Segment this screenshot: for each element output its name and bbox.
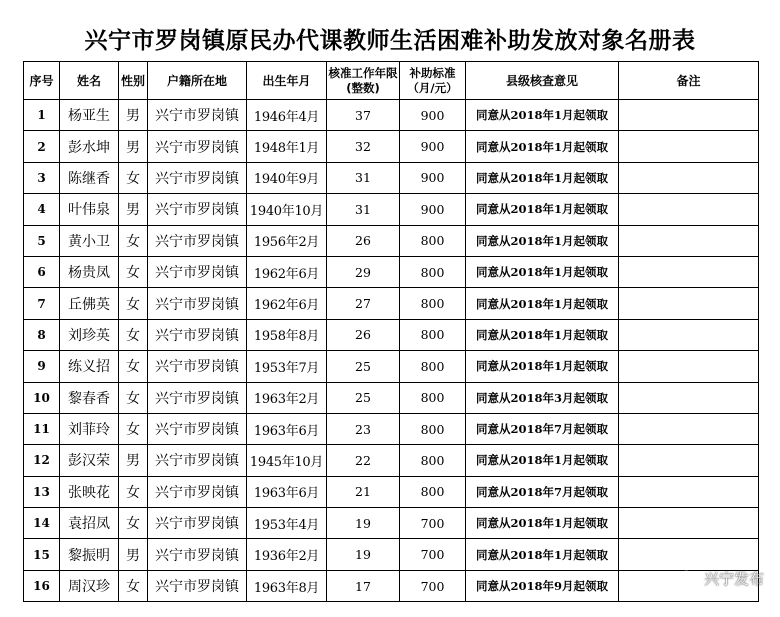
table-row — [24, 256, 759, 287]
cell-remark — [619, 131, 759, 162]
cell-place: 兴宁市罗岗镇 — [148, 225, 247, 256]
cell-years: 19 — [327, 508, 400, 539]
cell-remark — [619, 319, 759, 350]
watermark-text: 兴宁发布 — [703, 570, 764, 588]
table-row — [24, 100, 759, 131]
header-gender: 性别 — [119, 62, 148, 100]
cell-name: 张映花 — [60, 476, 119, 507]
cell-gender: 男 — [119, 445, 148, 476]
header-birth: 出生年月 — [247, 62, 327, 100]
table-row — [24, 508, 759, 539]
header-years: 核准工作年限(整数) — [327, 62, 400, 100]
cell-amount: 800 — [400, 288, 466, 319]
cell-name: 陈继香 — [60, 162, 119, 193]
header-amount: 补助标准（月/元） — [400, 62, 466, 100]
cell-amount: 800 — [400, 413, 466, 444]
cell-amount: 700 — [400, 508, 466, 539]
cell-years: 26 — [327, 319, 400, 350]
table-row — [24, 162, 759, 193]
cell-no: 12 — [24, 445, 60, 476]
cell-opinion: 同意从2018年7月起领取 — [466, 413, 619, 444]
cell-birth: 1940年10月 — [247, 194, 327, 225]
cell-no: 5 — [24, 225, 60, 256]
cell-place: 兴宁市罗岗镇 — [148, 319, 247, 350]
cell-birth: 1953年4月 — [247, 508, 327, 539]
cell-no: 11 — [24, 413, 60, 444]
cell-name: 袁招凤 — [60, 508, 119, 539]
cell-name: 彭水坤 — [60, 131, 119, 162]
cell-no: 3 — [24, 162, 60, 193]
cell-opinion: 同意从2018年3月起领取 — [466, 382, 619, 413]
cell-years: 32 — [327, 131, 400, 162]
cell-opinion: 同意从2018年1月起领取 — [466, 131, 619, 162]
cell-no: 9 — [24, 351, 60, 382]
cell-name: 刘珍英 — [60, 319, 119, 350]
cell-years: 23 — [327, 413, 400, 444]
table-row — [24, 476, 759, 507]
cell-birth: 1958年8月 — [247, 319, 327, 350]
cell-name: 黎春香 — [60, 382, 119, 413]
cell-name: 杨亚生 — [60, 100, 119, 131]
cell-place: 兴宁市罗岗镇 — [148, 476, 247, 507]
cell-remark — [619, 225, 759, 256]
cell-place: 兴宁市罗岗镇 — [148, 131, 247, 162]
table-row — [24, 225, 759, 256]
cell-place: 兴宁市罗岗镇 — [148, 100, 247, 131]
cell-amount: 900 — [400, 131, 466, 162]
table-row — [24, 319, 759, 350]
cell-amount: 800 — [400, 476, 466, 507]
cell-remark — [619, 508, 759, 539]
cell-place: 兴宁市罗岗镇 — [148, 162, 247, 193]
cell-remark — [619, 445, 759, 476]
cell-no: 13 — [24, 476, 60, 507]
cell-gender: 男 — [119, 131, 148, 162]
cell-opinion: 同意从2018年7月起领取 — [466, 476, 619, 507]
watermark — [678, 568, 764, 589]
cell-name: 刘菲玲 — [60, 413, 119, 444]
header-remark: 备注 — [619, 62, 759, 100]
cell-years: 25 — [327, 351, 400, 382]
cell-birth: 1936年2月 — [247, 539, 327, 570]
cell-remark — [619, 256, 759, 287]
cell-place: 兴宁市罗岗镇 — [148, 570, 247, 601]
cell-remark — [619, 162, 759, 193]
cell-no: 14 — [24, 508, 60, 539]
cell-amount: 700 — [400, 570, 466, 601]
cell-name: 练义招 — [60, 351, 119, 382]
cell-amount: 900 — [400, 194, 466, 225]
table-row — [24, 539, 759, 570]
cell-no: 15 — [24, 539, 60, 570]
cell-opinion: 同意从2018年9月起领取 — [466, 570, 619, 601]
cell-place: 兴宁市罗岗镇 — [148, 413, 247, 444]
cell-gender: 男 — [119, 100, 148, 131]
cell-place: 兴宁市罗岗镇 — [148, 351, 247, 382]
table-header — [24, 62, 759, 100]
cell-years: 22 — [327, 445, 400, 476]
cell-amount: 800 — [400, 319, 466, 350]
cell-gender: 女 — [119, 319, 148, 350]
table-body — [24, 100, 759, 602]
cell-remark — [619, 476, 759, 507]
table-row — [24, 570, 759, 601]
cell-years: 17 — [327, 570, 400, 601]
cell-years: 27 — [327, 288, 400, 319]
cell-name: 黎振明 — [60, 539, 119, 570]
cell-no: 16 — [24, 570, 60, 601]
cell-place: 兴宁市罗岗镇 — [148, 539, 247, 570]
cell-place: 兴宁市罗岗镇 — [148, 382, 247, 413]
cell-gender: 女 — [119, 225, 148, 256]
cell-gender: 女 — [119, 256, 148, 287]
cell-name: 周汉珍 — [60, 570, 119, 601]
cell-remark — [619, 194, 759, 225]
cell-remark — [619, 100, 759, 131]
cell-gender: 女 — [119, 288, 148, 319]
cell-years: 21 — [327, 476, 400, 507]
cell-gender: 男 — [119, 194, 148, 225]
table-row — [24, 288, 759, 319]
cell-remark — [619, 351, 759, 382]
cell-place: 兴宁市罗岗镇 — [148, 288, 247, 319]
cell-place: 兴宁市罗岗镇 — [148, 194, 247, 225]
cell-birth: 1945年10月 — [247, 445, 327, 476]
cell-amount: 800 — [400, 256, 466, 287]
cell-amount: 900 — [400, 162, 466, 193]
cell-opinion: 同意从2018年1月起领取 — [466, 194, 619, 225]
table-row — [24, 194, 759, 225]
cell-place: 兴宁市罗岗镇 — [148, 508, 247, 539]
cell-gender: 女 — [119, 508, 148, 539]
cell-years: 31 — [327, 194, 400, 225]
cell-opinion: 同意从2018年1月起领取 — [466, 319, 619, 350]
cell-birth: 1953年7月 — [247, 351, 327, 382]
cell-opinion: 同意从2018年1月起领取 — [466, 162, 619, 193]
table-row — [24, 351, 759, 382]
cell-no: 1 — [24, 100, 60, 131]
roster-table — [23, 61, 759, 602]
cell-no: 4 — [24, 194, 60, 225]
cell-opinion: 同意从2018年1月起领取 — [466, 288, 619, 319]
cell-birth: 1956年2月 — [247, 225, 327, 256]
cell-opinion: 同意从2018年1月起领取 — [466, 225, 619, 256]
cell-no: 6 — [24, 256, 60, 287]
cell-years: 31 — [327, 162, 400, 193]
table-row — [24, 131, 759, 162]
cell-name: 彭汉荣 — [60, 445, 119, 476]
cell-name: 丘佛英 — [60, 288, 119, 319]
cell-birth: 1946年4月 — [247, 100, 327, 131]
cell-amount: 800 — [400, 382, 466, 413]
cell-gender: 男 — [119, 539, 148, 570]
cell-gender: 女 — [119, 413, 148, 444]
cell-no: 2 — [24, 131, 60, 162]
cell-opinion: 同意从2018年1月起领取 — [466, 100, 619, 131]
cell-years: 26 — [327, 225, 400, 256]
header-name: 姓名 — [60, 62, 119, 100]
cell-birth: 1962年6月 — [247, 256, 327, 287]
table-row — [24, 413, 759, 444]
cell-gender: 女 — [119, 570, 148, 601]
cell-amount: 700 — [400, 539, 466, 570]
cell-years: 19 — [327, 539, 400, 570]
cell-birth: 1963年6月 — [247, 476, 327, 507]
cell-amount: 800 — [400, 225, 466, 256]
cell-birth: 1948年1月 — [247, 131, 327, 162]
cell-years: 29 — [327, 256, 400, 287]
cell-name: 杨贵凤 — [60, 256, 119, 287]
cell-amount: 800 — [400, 445, 466, 476]
cell-opinion: 同意从2018年1月起领取 — [466, 256, 619, 287]
cell-opinion: 同意从2018年1月起领取 — [466, 508, 619, 539]
cell-years: 37 — [327, 100, 400, 131]
cell-years: 25 — [327, 382, 400, 413]
cell-birth: 1963年8月 — [247, 570, 327, 601]
cell-remark — [619, 288, 759, 319]
header-place: 户籍所在地 — [148, 62, 247, 100]
header-no: 序号 — [24, 62, 60, 100]
cell-gender: 女 — [119, 162, 148, 193]
cell-remark — [619, 539, 759, 570]
header-row — [24, 62, 759, 100]
cell-birth: 1940年9月 — [247, 162, 327, 193]
cell-gender: 女 — [119, 476, 148, 507]
cell-opinion: 同意从2018年1月起领取 — [466, 539, 619, 570]
cell-no: 7 — [24, 288, 60, 319]
cell-name: 黄小卫 — [60, 225, 119, 256]
cell-birth: 1963年2月 — [247, 382, 327, 413]
cell-place: 兴宁市罗岗镇 — [148, 445, 247, 476]
cell-place: 兴宁市罗岗镇 — [148, 256, 247, 287]
page-title: 兴宁市罗岗镇原民办代课教师生活困难补助发放对象名册表 — [84, 28, 696, 54]
cell-remark — [619, 413, 759, 444]
cell-remark — [619, 382, 759, 413]
cell-no: 8 — [24, 319, 60, 350]
cell-gender: 女 — [119, 382, 148, 413]
cell-opinion: 同意从2018年1月起领取 — [466, 445, 619, 476]
cell-gender: 女 — [119, 351, 148, 382]
header-opinion: 县级核查意见 — [466, 62, 619, 100]
table-row — [24, 445, 759, 476]
cell-no: 10 — [24, 382, 60, 413]
cell-opinion: 同意从2018年1月起领取 — [466, 351, 619, 382]
table-row — [24, 382, 759, 413]
cell-amount: 900 — [400, 100, 466, 131]
wechat-icon — [678, 570, 700, 588]
cell-birth: 1962年6月 — [247, 288, 327, 319]
cell-name: 叶伟泉 — [60, 194, 119, 225]
cell-birth: 1963年6月 — [247, 413, 327, 444]
cell-amount: 800 — [400, 351, 466, 382]
